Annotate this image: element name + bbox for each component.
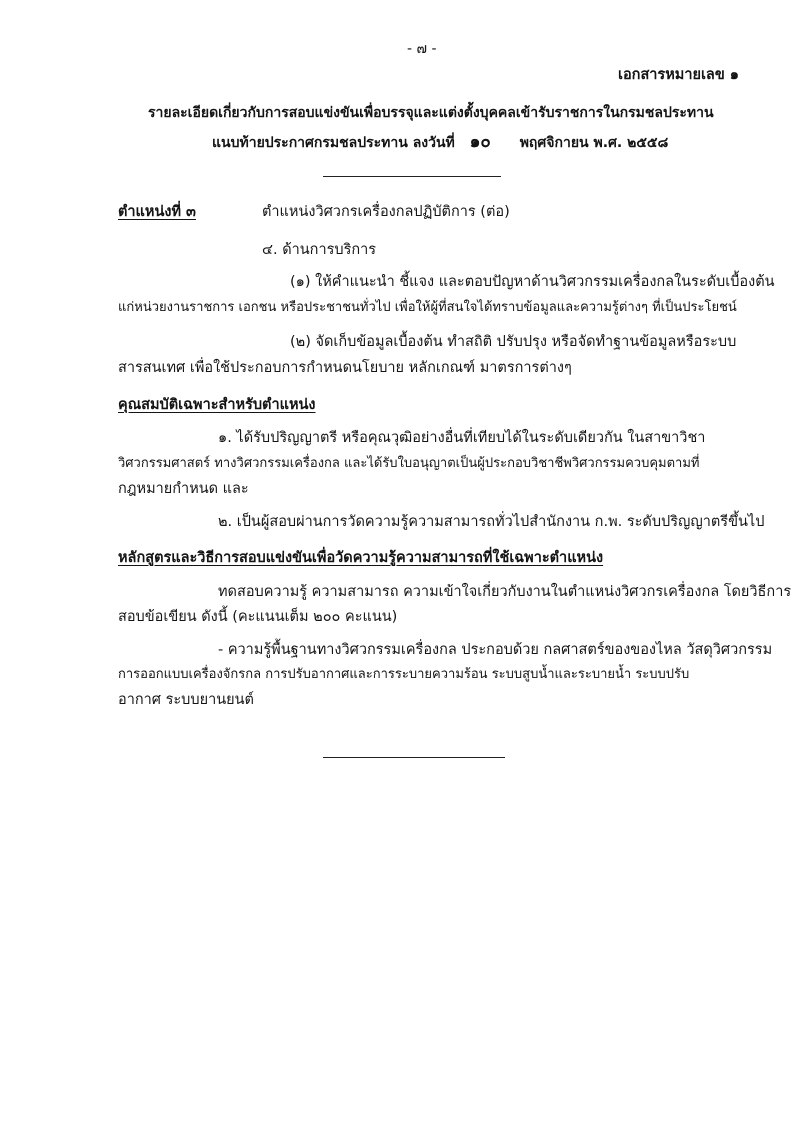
- title-line-1: รายละเอียดเกี่ยวกับการสอบแข่งขันเพื่อบรรจุและแต่งตั้งบุคคลเข้ารับราชการในกรมชลประทาน: [148, 105, 714, 121]
- exam-method-line-2: สอบข้อเขียน ดังนี้ (คะแนนเต็ม ๒๐๐ คะแนน): [118, 609, 398, 625]
- title-divider: [323, 176, 501, 177]
- service-item-2-line-2: สารสนเทศ เพื่อใช้ประกอบการกำหนดนโยบาย หลักเกณฑ์ มาตรการต่างๆ: [118, 360, 572, 376]
- announcement-day: ๑๐: [469, 132, 491, 152]
- service-item-2-line-1: (๒) จัดเก็บข้อมูลเบื้องต้น ทำสถิติ ปรับปรุง หรือจัดทำฐานข้อมูลหรือระบบ: [290, 334, 737, 350]
- service-item-1-line-2: แก่หน่วยงานราชการ เอกชน หรือประชาชนทั่วไป เพื่อให้ผู้ที่สนใจได้ทราบข้อมูลและความรู้ต่างๆ ที่เป็นประโยชน์: [118, 300, 737, 315]
- qualifications-heading: คุณสมบัติเฉพาะสำหรับตำแหน่ง: [118, 397, 316, 413]
- exam-topics-line-3: อากาศ ระบบยานยนต์: [118, 692, 254, 708]
- document-label: เอกสารหมายเลข ๑: [618, 67, 739, 83]
- title-line-2: [212, 128, 668, 155]
- qualification-1-line-1: ๑. ได้รับปริญญาตรี หรือคุณวุฒิอย่างอื่นที่เทียบได้ในระดับเดียวกัน ในสาขาวิชา: [218, 430, 706, 446]
- exam-topics-line-2: การออกแบบเครื่องจักรกล การปรับอากาศและการระบายความร้อน ระบบสูบน้ำและระบายน้ำ ระบบปรับ: [118, 667, 690, 682]
- closing-divider: [323, 757, 505, 758]
- service-section-heading: ๔. ด้านการบริการ: [262, 242, 377, 258]
- service-item-1-line-1: (๑) ให้คำแนะนำ ชี้แจง และตอบปัญหาด้านวิศวกรรมเครื่องกลในระดับเบื้องต้น: [290, 274, 775, 290]
- qualification-1-line-2: วิศวกรรมศาสตร์ ทางวิศวกรรมเครื่องกล และได้รับใบอนุญาตเป็นผู้ประกอบวิชาชีพวิศวกรรมควบคุมตามที่: [118, 456, 700, 471]
- position-label: ตำแหน่งที่ ๓: [118, 204, 196, 220]
- position-name: ตำแหน่งวิศวกรเครื่องกลปฏิบัติการ (ต่อ): [262, 204, 510, 220]
- exam-heading: หลักสูตรและวิธีการสอบแข่งขันเพื่อวัดความรู้ความสามารถที่ใช้เฉพาะตำแหน่ง: [118, 550, 604, 566]
- page-number: - ๗ -: [407, 41, 437, 57]
- qualification-1-line-3: กฎหมายกำหนด และ: [118, 481, 249, 497]
- exam-method-line-1: ทดสอบความรู้ ความสามารถ ความเข้าใจเกี่ยวกับงานในตำแหน่งวิศวกรเครื่องกล โดยวิธีการ: [218, 584, 792, 600]
- exam-topics-line-1: - ความรู้พื้นฐานทางวิศวกรรมเครื่องกล ประกอบด้วย กลศาสตร์ของของไหล วัสดุวิศวกรรม: [218, 642, 773, 658]
- title-line-2-prefix: แนบท้ายประกาศกรมชลประทาน ลงวันที่: [212, 135, 455, 151]
- qualification-2: ๒. เป็นผู้สอบผ่านการวัดความรู้ความสามารถทั่วไปสำนักงาน ก.พ. ระดับปริญญาตรีขึ้นไป: [218, 514, 765, 530]
- title-line-2-suffix: พฤศจิกายน พ.ศ. ๒๕๕๘: [519, 135, 669, 151]
